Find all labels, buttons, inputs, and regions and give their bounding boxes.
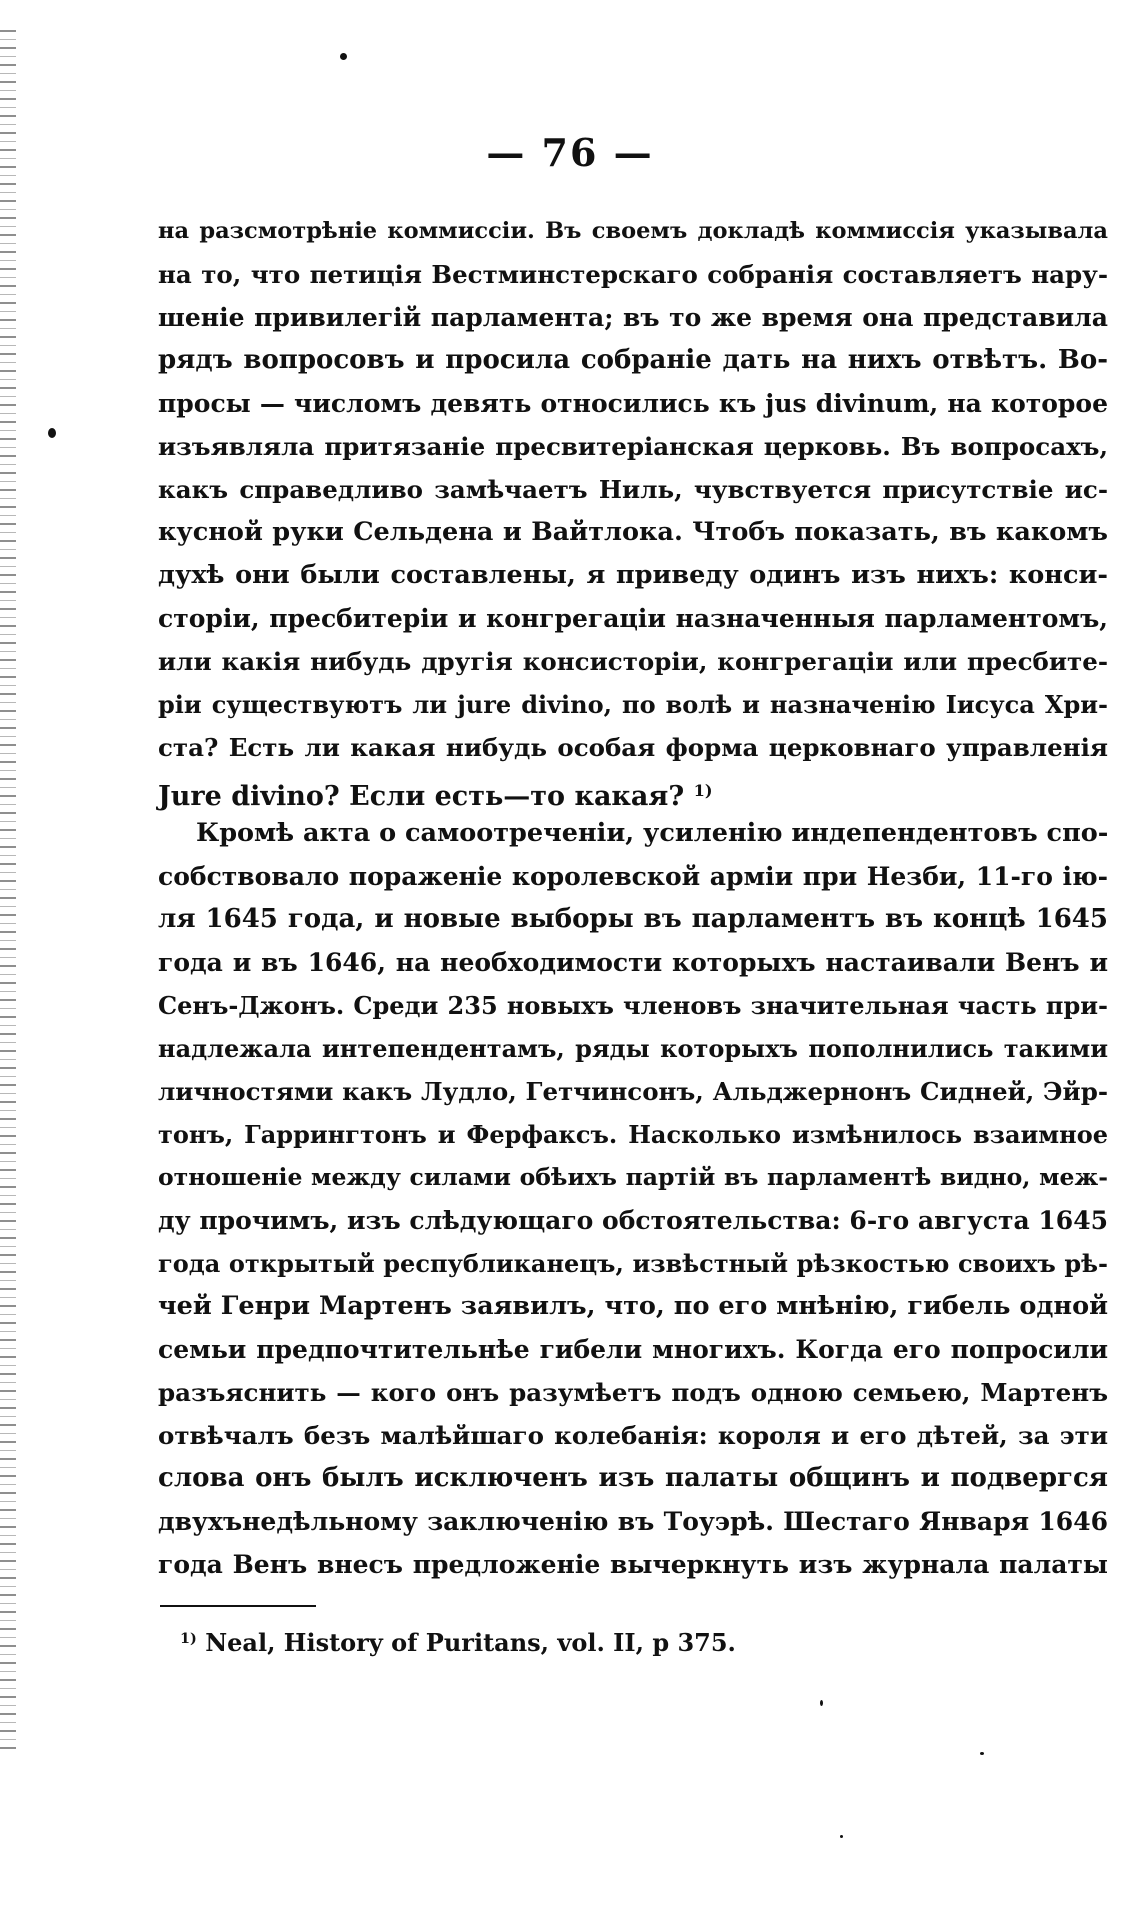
text-line: года и въ 1646, на необходимости которыхъ настаивали Венъ и xyxy=(158,948,1108,977)
text-line: отвѣчалъ безъ малѣйшаго колебанія: короля и его дѣтей, за эти xyxy=(158,1421,1108,1450)
text-line-content: Jure divino? Если есть—то какая? xyxy=(158,780,685,812)
text-line: ста? Есть ли какая нибудь особая форма церковнаго управленія xyxy=(158,733,1108,762)
print-speck xyxy=(820,1700,823,1706)
text-line: изъявляла притязаніе пресвитеріанская церковь. Въ вопросахъ, xyxy=(158,432,1108,461)
text-line: ля 1645 года, и новые выборы въ парламентъ въ концѣ 1645 xyxy=(158,904,1108,934)
print-speck xyxy=(48,428,56,438)
body-text xyxy=(158,210,1108,1586)
footnote-number: 1) xyxy=(180,1630,197,1648)
text-line: на то, что петиція Вестминстерскаго собранія составляетъ нару- xyxy=(158,260,1108,289)
text-line: или какія нибудь другія консисторіи, конгрегаціи или пресбите- xyxy=(158,647,1108,676)
text-line: ду прочимъ, изъ слѣдующаго обстоятельства: 6-го августа 1645 xyxy=(158,1206,1108,1235)
paragraph xyxy=(158,210,1108,812)
text-line: семьи предпочтительнѣе гибели многихъ. Когда его попросили xyxy=(158,1335,1108,1364)
footnote xyxy=(180,1628,736,1657)
text-line: отношеніе между силами обѣихъ партій въ парламентѣ видно, меж- xyxy=(158,1163,1108,1191)
scanned-page-edge xyxy=(0,30,16,1750)
text-line: Кромѣ акта о самоотреченіи, усиленію индепендентовъ спо- xyxy=(196,818,1109,848)
text-line: разъяснить — кого онъ разумѣетъ подъ одною семьею, Мартенъ xyxy=(158,1378,1108,1407)
print-speck xyxy=(840,1835,843,1838)
text-line: шеніе привилегій парламента; въ то же время она представила xyxy=(158,303,1108,332)
text-line: года открытый республиканецъ, извѣстный рѣзкостью своихъ рѣ- xyxy=(158,1249,1108,1278)
text-line: духѣ они были составлены, я приведу одинъ изъ нихъ: конси- xyxy=(158,560,1108,590)
text-line: ріи существуютъ ли jure divino, по волѣ и назначенію Іисуса Хри- xyxy=(158,690,1108,719)
footnote-marker: 1) xyxy=(693,781,713,800)
text-line: двухънедѣльному заключенію въ Тоуэрѣ. Шестаго Января 1646 xyxy=(158,1507,1108,1536)
text-line: просы — числомъ девять относились къ jus divinum, на которое xyxy=(158,389,1108,418)
text-line: сторіи, пресбитеріи и конгрегаціи назначенныя парламентомъ, xyxy=(158,604,1108,633)
text-line: чей Генри Мартенъ заявилъ, что, по его мнѣнію, гибель одной xyxy=(158,1291,1108,1321)
text-line: слова онъ былъ исключенъ изъ палаты общинъ и подвергся xyxy=(158,1463,1108,1493)
text-line: года Венъ внесъ предложеніе вычеркнуть изъ журнала палаты xyxy=(158,1550,1108,1579)
text-line: тонъ, Гаррингтонъ и Ферфаксъ. Насколько измѣнилось взаимное xyxy=(158,1120,1108,1149)
text-line: личностями какъ Лудло, Гетчинсонъ, Альджернонъ Сидней, Эйр- xyxy=(158,1077,1108,1106)
print-speck xyxy=(980,1752,984,1755)
footnote-text: Neal, History of Puritans, vol. II, p 375. xyxy=(205,1628,736,1657)
text-line-last xyxy=(158,769,1108,812)
paragraph xyxy=(158,812,1108,1586)
page-number: — 76 — xyxy=(486,130,654,175)
text-line: Сенъ-Джонъ. Среди 235 новыхъ членовъ значительная часть при- xyxy=(158,991,1108,1020)
text-line: кусной руки Сельдена и Вайтлока. Чтобъ показать, въ какомъ xyxy=(158,517,1108,547)
footnote-divider xyxy=(160,1605,316,1607)
text-line: собствовало пораженіе королевской арміи при Незби, 11-го ію- xyxy=(158,862,1108,891)
print-speck xyxy=(340,53,347,60)
text-line: надлежала интепендентамъ, ряды которыхъ пополнились такими xyxy=(158,1034,1108,1063)
text-line: рядъ вопросовъ и просила собраніе дать на нихъ отвѣтъ. Во- xyxy=(158,345,1108,375)
text-line: на разсмотрѣніе коммиссіи. Въ своемъ докладѣ коммиссія указывала xyxy=(158,218,1108,244)
text-line: какъ справедливо замѣчаетъ Ниль, чувствуется присутствіе ис- xyxy=(158,475,1108,504)
